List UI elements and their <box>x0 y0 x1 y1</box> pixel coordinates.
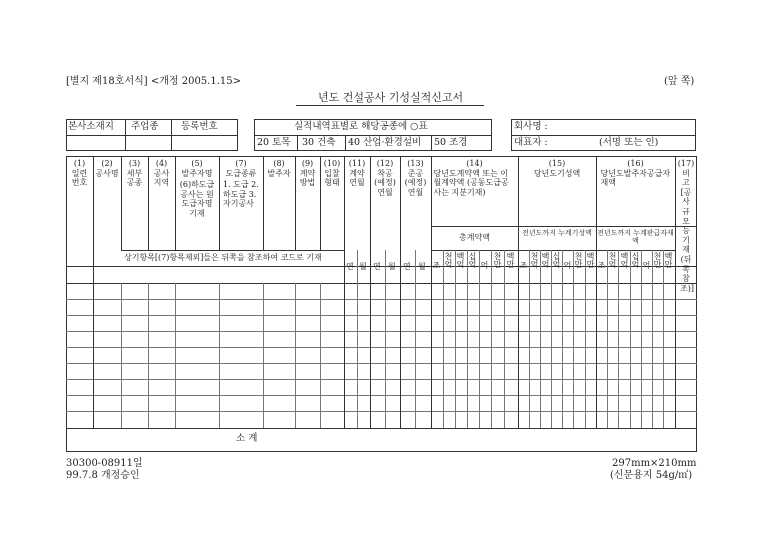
unit-eok-15: 억 <box>563 261 572 270</box>
table-row[interactable] <box>67 364 696 379</box>
unit-jo-15: 조 <box>519 261 528 270</box>
unit-sibeok-14: 십억 <box>468 252 477 270</box>
col-contract-method: (9) 계약방법 <box>299 159 316 188</box>
unit-baekman-15: 백만 <box>586 252 595 270</box>
unit-cheoneok-15: 천억 <box>530 252 539 270</box>
unit-baekeok-15: 백억 <box>541 252 550 270</box>
unit-jo-16: 조 <box>597 261 606 270</box>
table-row[interactable] <box>67 412 696 427</box>
form-code: 30300-08911일 <box>66 458 143 469</box>
main-business-field[interactable] <box>127 137 169 149</box>
representative-label: 대표자 : <box>514 137 548 148</box>
unit-baekeok-14: 백억 <box>456 252 465 270</box>
unit-baekman-14: 백만 <box>506 252 515 270</box>
company-name-label: 회사명 : <box>514 121 548 132</box>
col-completion-date: (13) 준공(예정)연월 <box>404 159 427 197</box>
page-side-label: (앞 쪽) <box>664 76 695 87</box>
col-client: (8) 발주자 <box>267 159 291 178</box>
table-row[interactable] <box>67 332 696 347</box>
col-bid-type: (10) 입찰형태 <box>323 159 341 188</box>
cumulative-progress-label: 전년도까지 누계기성액 <box>522 229 592 237</box>
table-row[interactable] <box>67 396 696 411</box>
category-civil[interactable]: 20 토목 <box>257 137 291 148</box>
total-contract-amount-label: 총계약액 <box>459 233 490 242</box>
unit-cheonman-15: 천만 <box>574 252 583 270</box>
col-start-date: (12) 착공(예정)연월 <box>374 159 396 197</box>
col-contract-type: (7) 도급종류 1. 도급 2. 하도급 3. 자기공사 <box>223 159 259 209</box>
category-landscape[interactable]: 50 조경 <box>434 137 468 148</box>
unit-sibeok-15: 십억 <box>552 252 561 270</box>
subtotal-label: 소 계 <box>236 433 258 444</box>
paper-size: 297mm×210mm <box>612 458 697 469</box>
ym-month-11: 월 <box>359 262 367 271</box>
unit-cheoneok-16: 천억 <box>608 252 617 270</box>
form-reference: [별지 제18호서식] <개정 2005.1.15> <box>66 76 241 87</box>
col-contract-date: (11) 계약연월 <box>348 159 366 188</box>
unit-cheoneok-14: 천억 <box>444 252 453 270</box>
revision-approval: 99.7.8 개정승인 <box>66 470 140 481</box>
hq-location-field[interactable] <box>68 137 122 149</box>
hq-location-label: 본사소재지 <box>68 121 114 132</box>
ym-month-12: 월 <box>388 262 396 271</box>
code-instruction-note: 상기항목[(7)항목제외]들은 뒤쪽을 참조하여 코드로 기재 <box>124 253 322 262</box>
unit-jo-14: 조 <box>432 261 441 270</box>
unit-eok-16: 억 <box>642 261 651 270</box>
col-detail-type: (3) 세부공종 <box>126 159 143 188</box>
registration-number-label: 등록번호 <box>181 121 218 132</box>
title-underline <box>296 105 484 106</box>
ym-year-12: 연 <box>373 262 381 271</box>
table-row[interactable] <box>67 284 696 299</box>
col-project-name: (2) 공사명 <box>95 159 119 178</box>
category-industrial[interactable]: 40 산업·환경설비 <box>348 137 422 148</box>
table-row[interactable] <box>67 300 696 315</box>
unit-cheonman-16: 천만 <box>653 252 662 270</box>
ym-year-11: 연 <box>346 262 354 271</box>
representative-field[interactable] <box>552 137 596 149</box>
col-serial-number: (1) 일련번호 <box>71 159 88 188</box>
col-current-progress-amount: (15) 당년도기성액 <box>533 159 581 178</box>
ym-month-13: 월 <box>418 262 426 271</box>
table-row[interactable] <box>67 380 696 395</box>
table-row[interactable] <box>67 348 696 363</box>
col-contract-amount: (14) 당년도계약액 또는 이월계약액 (공동도급공사는 지분기재) <box>433 159 509 197</box>
col-client-name: (5) 발주자명 (6)하도급 공사는 원도급자명기재 <box>179 159 215 218</box>
unit-baekman-16: 백만 <box>664 252 673 270</box>
page-title: 년도 건설공사 기성실적신고서 <box>318 91 464 104</box>
unit-sibeok-16: 십억 <box>631 252 640 270</box>
company-name-field[interactable] <box>552 121 692 133</box>
category-instruction: 실적내역표별로 해당공종에 ○표 <box>294 121 428 132</box>
col-supplied-material-amount: (16) 당년도발주자공급자재액 <box>600 159 671 188</box>
unit-eok-14: 억 <box>480 261 489 270</box>
category-building[interactable]: 30 건축 <box>302 137 336 148</box>
ym-year-13: 연 <box>403 262 411 271</box>
unit-baekeok-16: 백억 <box>620 252 629 270</box>
subtotal-row[interactable] <box>345 429 696 451</box>
paper-type: (신문용지 54g/㎡) <box>610 470 693 481</box>
registration-number-field[interactable] <box>173 137 236 149</box>
col-remarks: (17) 비고 [공사규모등기재(뒤쪽참조)] <box>677 159 695 293</box>
unit-cheonman-14: 천만 <box>493 252 502 270</box>
col-project-region: (4) 공사지역 <box>153 159 170 188</box>
cumulative-material-label: 전년도까지 누계판급자재액 <box>597 229 674 246</box>
signature-note: (서명 또는 인) <box>599 137 659 148</box>
table-row[interactable] <box>67 316 696 331</box>
main-business-label: 주업종 <box>131 121 159 132</box>
